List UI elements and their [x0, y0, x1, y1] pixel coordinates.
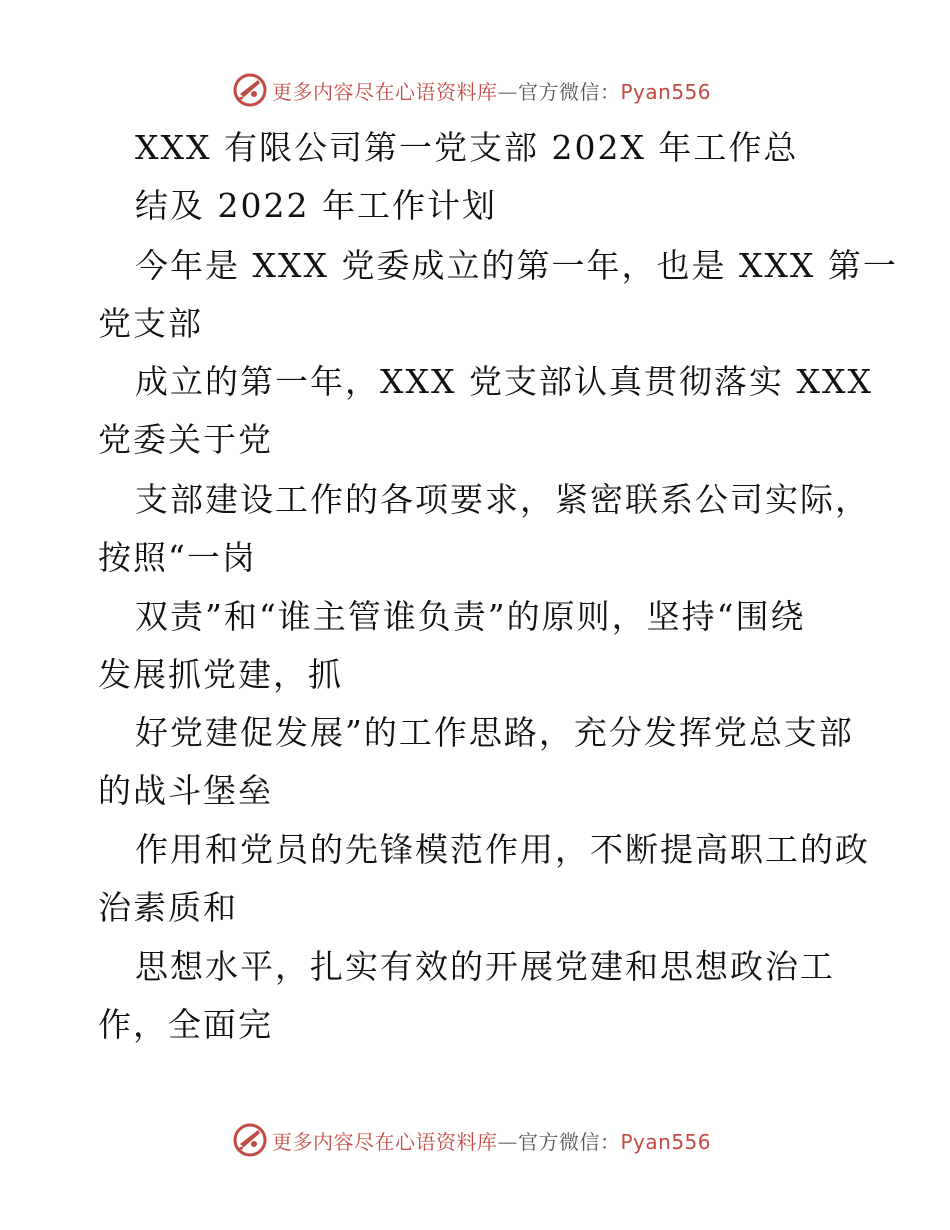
title-line-1: XXX 有限公司第一党支部 202X 年工作总	[135, 128, 799, 167]
brand-logo-icon	[232, 72, 268, 108]
title-line-2: 结及 2022 年工作计划	[135, 186, 497, 225]
body-line: 成立的第一年，XXX 党支部认真贯彻落实 XXX	[135, 362, 873, 401]
body-line: 思想水平，扎实有效的开展党建和思想政治工	[135, 947, 835, 986]
body-line: 的战斗堡垒	[98, 771, 273, 810]
body-line: 作用和党员的先锋模范作用，不断提高职工的政	[135, 830, 870, 869]
header-banner	[232, 70, 711, 110]
body-line: 支部建设工作的各项要求，紧密联系公司实际，	[135, 480, 870, 519]
body-line: 今年是 XXX 党委成立的第一年，也是 XXX 第一	[135, 246, 898, 285]
body-line: 治素质和	[98, 888, 238, 927]
banner-wechat-label: 官方微信：	[518, 1129, 621, 1154]
footer-banner	[232, 1120, 711, 1160]
banner-separator: —	[497, 1129, 518, 1154]
body-line: 党委关于党	[98, 420, 273, 459]
body-line: 双责”和“谁主管谁负责”的原则，坚持“围绕	[135, 597, 806, 636]
banner-brand: 更多内容尽在心语资料库	[272, 1129, 498, 1154]
brand-logo-icon	[232, 1122, 268, 1158]
banner-brand: 更多内容尽在心语资料库	[272, 79, 498, 104]
banner-wechat-label: 官方微信：	[518, 79, 621, 104]
banner-text	[272, 76, 711, 105]
banner-text	[272, 1126, 711, 1155]
body-line: 党支部	[98, 304, 203, 343]
body-line: 发展抓党建，抓	[98, 655, 343, 694]
banner-handle: Pyan556	[620, 79, 712, 104]
banner-separator: —	[497, 79, 518, 104]
banner-handle: Pyan556	[620, 1129, 712, 1154]
body-line: 好党建促发展”的工作思路，充分发挥党总支部	[135, 713, 854, 752]
body-line: 按照“一岗	[98, 538, 257, 577]
body-line: 作，全面完	[98, 1005, 273, 1044]
